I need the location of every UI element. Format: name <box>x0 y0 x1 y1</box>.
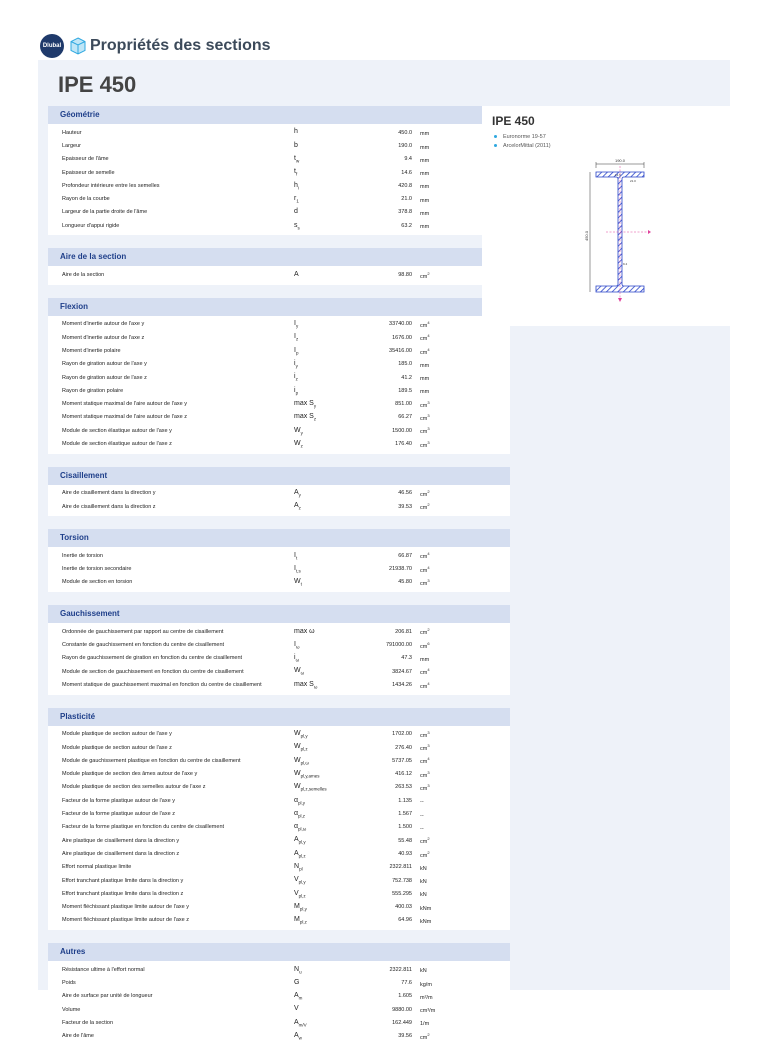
property-label: Effort tranchant plastique limite dans la direction z <box>62 890 184 897</box>
property-value: 77.6 <box>401 980 412 986</box>
property-row <box>48 397 510 410</box>
section-body <box>48 316 510 454</box>
property-row <box>48 638 510 651</box>
property-symbol: $V_{pl,y}$ <box>294 876 306 885</box>
section-2 <box>48 298 510 454</box>
property-unit: mm <box>420 375 430 382</box>
property-symbol: $W_{pl,z}$ <box>294 743 308 752</box>
property-unit: $cm^3$ <box>420 426 430 436</box>
bullet-icon <box>494 135 497 138</box>
property-symbol: $I_t$ <box>294 551 298 561</box>
property-unit: $cm^3$ <box>420 783 430 792</box>
property-label: Moment d'inertie autour de l'axe y <box>62 321 145 328</box>
property-unit: $cm^4$ <box>420 756 430 766</box>
property-symbol: $W_\omega$ <box>294 667 305 676</box>
property-unit: $cm^2$ <box>420 849 430 859</box>
dim-radius: 21.0 <box>630 179 636 183</box>
property-unit: mm <box>420 144 430 151</box>
property-value: 378.8 <box>398 209 412 216</box>
property-label: Aire de surface par unité de longueur <box>62 993 153 1000</box>
property-label: Moment fléchissant plastique limite autour de l'axe z <box>62 917 190 924</box>
app-title: Propriétés des sections <box>90 37 271 54</box>
property-value: 5737.05 <box>392 757 412 764</box>
property-row <box>48 768 510 781</box>
property-row <box>48 652 510 665</box>
section-body <box>48 726 510 930</box>
property-unit: mm <box>420 656 430 663</box>
property-label: Module plastique de section autour de l'axe y <box>62 731 172 738</box>
bullet-icon <box>494 144 497 147</box>
property-value: 40.93 <box>398 850 412 857</box>
logo-text: Dlubal <box>42 43 62 49</box>
property-value: 66.87 <box>398 552 412 559</box>
property-label: Épaisseur de l'âme <box>62 156 109 163</box>
property-unit: $cm^4$ <box>420 333 430 343</box>
property-label: Moment statique maximal de l'aire autour de l'axe z <box>62 414 187 421</box>
property-unit: mm <box>420 224 430 231</box>
property-row <box>48 678 510 691</box>
property-value: 189.5 <box>398 387 412 394</box>
property-symbol: $\alpha_{pl,z}$ <box>294 809 306 819</box>
standard-item[interactable]: ArcelorMittal (2011) <box>494 141 551 150</box>
property-unit: kN <box>420 892 427 899</box>
property-unit: $cm^3$ <box>420 439 430 449</box>
property-value: 851.00 <box>395 401 412 408</box>
property-symbol: $A_w$ <box>294 1032 302 1041</box>
cube-icon <box>70 37 86 55</box>
property-label: Facteur de la forme plastique autour de l'axe y <box>62 797 175 804</box>
property-row <box>48 807 510 820</box>
property-row <box>48 126 510 139</box>
property-label: Module de gauchissement plastique en fonction du centre de cisaillement <box>62 757 241 764</box>
property-symbol: $t_w$ <box>294 155 300 164</box>
property-label: Moment fléchissant plastique limite autour de l'axe y <box>62 904 190 911</box>
property-unit: -- <box>420 812 424 819</box>
property-unit: $cm^4$ <box>420 667 430 677</box>
dim-web: 9.4 <box>623 262 628 266</box>
property-symbol: $V_{pl,z}$ <box>294 889 306 899</box>
property-label: Résistance ultime à l'effort normal <box>62 966 145 973</box>
section-1 <box>48 248 510 284</box>
section-header[interactable]: Torsion <box>48 529 510 547</box>
property-value: 263.53 <box>395 784 412 791</box>
property-symbol: $M_{pl,z}$ <box>294 916 307 925</box>
property-unit: $cm^3$ <box>420 399 430 409</box>
property-value: 162.449 <box>392 1019 412 1026</box>
property-unit: $cm^2$ <box>420 627 430 637</box>
property-unit: mm <box>420 389 430 396</box>
property-symbol: A <box>294 270 299 278</box>
property-label: Hauteur <box>62 129 82 136</box>
ibeam-drawing <box>582 146 692 316</box>
property-symbol: $A_y$ <box>294 489 301 498</box>
property-symbol: $N_{pl}$ <box>294 863 303 872</box>
dim-flange: 14.6 <box>615 173 621 177</box>
property-unit: kg/m <box>420 981 432 988</box>
property-label: Largeur de la partie droite de l'âme <box>62 209 148 216</box>
property-value: 21.0 <box>401 196 412 203</box>
property-value: 39.53 <box>398 503 412 510</box>
property-label: Constante de gauchissement en fonction du centre de cisaillement <box>62 642 225 649</box>
property-label: Effort normal plastique limite <box>62 864 132 871</box>
property-label: Aire de l'âme <box>62 1033 94 1040</box>
property-unit: $cm^3$ <box>420 743 430 752</box>
property-unit: $cm^3$ <box>420 578 430 587</box>
property-value: 1.500 <box>398 824 412 831</box>
property-symbol: $s_s$ <box>294 221 300 230</box>
property-value: 450.0 <box>398 129 412 136</box>
property-label: Poids <box>62 980 76 986</box>
property-symbol: $i_\omega$ <box>294 654 300 663</box>
standard-item[interactable]: Euronorme 19-57 <box>494 132 551 141</box>
section-header[interactable]: Flexion <box>48 298 510 316</box>
property-unit: $cm^2$ <box>420 488 430 498</box>
property-symbol: $A_m$ <box>294 992 303 1001</box>
property-unit: mm <box>420 170 430 177</box>
property-value: 416.12 <box>395 771 412 778</box>
property-value: 64.96 <box>398 917 412 924</box>
property-label: Volume <box>62 1006 81 1013</box>
section-3 <box>48 467 510 517</box>
property-symbol: $I_p$ <box>294 346 299 356</box>
property-value: 98.80 <box>398 272 412 279</box>
property-unit: kNm <box>420 905 432 912</box>
property-row <box>48 754 510 767</box>
property-symbol: d <box>294 208 298 216</box>
property-row <box>48 500 510 513</box>
property-label: Facteur de la forme plastique autour de l'axe z <box>62 811 175 818</box>
property-row <box>48 821 510 834</box>
property-symbol: $t_f$ <box>294 168 298 177</box>
property-row <box>48 153 510 166</box>
property-symbol: max ω <box>294 627 315 635</box>
property-unit: kNm <box>420 918 432 925</box>
property-unit: $cm^4$ <box>420 346 430 356</box>
property-unit: $cm^3$ <box>420 769 430 779</box>
property-label: Inertie de torsion secondaire <box>62 566 132 573</box>
property-row <box>48 206 510 219</box>
property-value: 1434.26 <box>392 681 412 688</box>
property-symbol: $\max S_z$ <box>294 413 317 422</box>
property-symbol: h <box>294 128 298 136</box>
property-unit: mm <box>420 157 430 164</box>
property-symbol: $\alpha_{pl,\omega}$ <box>294 823 307 832</box>
property-symbol: $A_z$ <box>294 502 301 511</box>
property-unit: mm <box>420 197 430 204</box>
property-label: Aire de cisaillement dans la direction z <box>62 503 156 510</box>
property-unit: $cm^3$ <box>420 729 430 739</box>
property-unit: $cm^4$ <box>420 319 430 329</box>
property-label: Rayon de la courbe <box>62 196 110 203</box>
property-row <box>48 887 510 900</box>
property-row <box>48 219 510 232</box>
property-row <box>48 990 510 1003</box>
property-unit: $cm^4$ <box>420 551 430 561</box>
property-row <box>48 358 510 371</box>
dim-width: 190.0 <box>614 158 626 163</box>
property-row <box>48 179 510 192</box>
property-label: Facteur de la forme plastique en fonction du centre de cisaillement <box>62 824 225 831</box>
property-unit: $cm^2$ <box>420 836 430 846</box>
properties-table <box>48 106 510 1059</box>
property-row <box>48 268 510 281</box>
property-value: 1500.00 <box>392 427 412 434</box>
property-symbol: $W_{pl,\omega}$ <box>294 756 309 766</box>
property-row <box>48 1003 510 1016</box>
section-body <box>48 266 510 284</box>
property-row <box>48 781 510 794</box>
property-label: Module plastique de section des semelles autour de l'axe z <box>62 784 206 791</box>
property-label: Facteur de la section <box>62 1019 114 1026</box>
property-label: Module de section en torsion <box>62 579 133 586</box>
property-symbol: $W_z$ <box>294 439 303 449</box>
property-value: 176.40 <box>395 440 412 447</box>
property-value: 400.03 <box>395 904 412 911</box>
section-header[interactable]: Géométrie <box>48 106 510 124</box>
property-symbol: $\max S_\omega$ <box>294 680 318 690</box>
property-symbol: $I_y$ <box>294 320 299 329</box>
property-symbol: $W_t$ <box>294 578 302 587</box>
property-unit: -- <box>420 799 424 806</box>
property-value: 9.4 <box>404 156 412 163</box>
property-symbol: $W_{pl,y,ames}$ <box>294 769 320 779</box>
property-label: Moment d'inertie autour de l'axe z <box>62 334 145 341</box>
property-symbol: V <box>294 1005 299 1013</box>
property-row <box>48 411 510 424</box>
property-symbol: $A_{m/V}$ <box>294 1018 307 1028</box>
property-value: 2322.811 <box>389 966 412 973</box>
section-body <box>48 961 510 1046</box>
property-symbol: $I_z$ <box>294 333 299 342</box>
property-label: Module de section de gauchissement en fonction du centre de cisaillement <box>62 668 244 675</box>
property-row <box>48 900 510 913</box>
property-row <box>48 371 510 384</box>
page-title: IPE 450 <box>58 72 137 97</box>
property-row <box>48 914 510 927</box>
property-symbol: $W_{pl,y}$ <box>294 730 308 739</box>
property-row <box>48 487 510 500</box>
main-panel <box>38 60 730 1041</box>
property-label: Aire de la section <box>62 272 105 279</box>
property-row <box>48 166 510 179</box>
property-row <box>48 794 510 807</box>
property-row <box>48 437 510 450</box>
property-label: Moment statique de gauchissement maximal en fonction du centre de cisaillement <box>62 681 262 688</box>
section-body <box>48 124 510 235</box>
property-symbol: $i_p$ <box>294 386 299 395</box>
property-symbol: G <box>294 978 300 986</box>
section-body <box>48 623 510 694</box>
property-label: Aire plastique de cisaillement dans la direction z <box>62 850 180 857</box>
property-row <box>48 318 510 331</box>
property-unit: $cm^4$ <box>420 564 430 574</box>
property-symbol: $\alpha_{pl,y}$ <box>294 796 306 805</box>
property-symbol: $i_z$ <box>294 373 298 382</box>
property-label: Largeur <box>62 142 81 149</box>
property-label: Rayon de giration polaire <box>62 387 124 394</box>
property-value: 185.0 <box>398 361 412 368</box>
property-value: 46.56 <box>398 490 412 497</box>
property-unit: mm <box>420 210 430 217</box>
property-symbol: $r_1$ <box>294 194 299 204</box>
property-label: Épaisseur de semelle <box>62 169 115 176</box>
section-body <box>48 547 510 592</box>
property-row <box>48 976 510 989</box>
property-label: Moment statique maximal de l'aire autour de l'axe y <box>62 401 187 408</box>
property-row <box>48 861 510 874</box>
property-symbol: $W_y$ <box>294 426 303 435</box>
property-unit: $cm^2$ <box>420 270 430 280</box>
preview-title: IPE 450 <box>492 114 535 128</box>
property-label: Aire de cisaillement dans la direction y <box>62 490 156 497</box>
property-row <box>48 331 510 344</box>
section-body <box>48 485 510 517</box>
property-symbol: $h_i$ <box>294 181 299 191</box>
property-unit: kN <box>420 878 427 885</box>
property-row <box>48 384 510 397</box>
property-label: Ordonnée de gauchissement par rapport au centre de cisaillement <box>62 628 224 635</box>
property-value: 9880.00 <box>392 1006 412 1013</box>
standard-list <box>494 132 551 150</box>
property-symbol: $I_\omega$ <box>294 640 300 650</box>
property-row <box>48 874 510 887</box>
dim-height: 450.0 <box>584 230 589 242</box>
property-value: 1676.00 <box>392 334 412 341</box>
property-unit: cm³/m <box>420 1008 436 1015</box>
property-value: 555.295 <box>392 890 412 897</box>
property-value: 752.738 <box>392 877 412 884</box>
property-value: 21938.70 <box>389 566 412 573</box>
property-label: Rayon de giration autour de l'axe y <box>62 361 147 368</box>
property-value: 1.135 <box>398 797 412 804</box>
property-row <box>48 344 510 357</box>
section-header[interactable]: Autres <box>48 943 510 961</box>
section-header[interactable]: Plasticité <box>48 708 510 726</box>
property-unit: kN <box>420 865 427 872</box>
property-label: Rayon de gauchissement de giration en fonction du centre de cisaillement <box>62 655 243 662</box>
property-value: 14.6 <box>401 169 412 176</box>
property-value: 1.567 <box>398 811 412 818</box>
property-value: 276.40 <box>395 744 412 751</box>
section-7 <box>48 943 510 1046</box>
property-unit: 1/m <box>420 1021 430 1028</box>
property-value: 45.80 <box>398 579 412 586</box>
property-label: Aire plastique de cisaillement dans la direction y <box>62 837 180 844</box>
property-unit: mm <box>420 184 430 191</box>
property-value: 55.48 <box>398 837 412 844</box>
property-value: 2322.811 <box>389 864 412 871</box>
property-unit: -- <box>420 825 424 832</box>
property-value: 47.3 <box>401 655 412 662</box>
property-unit: m²/m <box>420 994 433 1001</box>
property-row <box>48 1016 510 1029</box>
property-row <box>48 192 510 205</box>
property-value: 63.2 <box>401 222 412 229</box>
property-unit: $cm^4$ <box>420 680 430 690</box>
property-symbol: $I_{t,s}$ <box>294 564 301 574</box>
property-symbol: $W_{pl,z,semelles}$ <box>294 783 327 792</box>
property-unit: mm <box>420 362 430 369</box>
property-label: Module de section élastique autour de l'axe z <box>62 440 172 447</box>
property-value: 791000.00 <box>386 642 412 649</box>
property-value: 1.605 <box>398 993 412 1000</box>
property-row <box>48 665 510 678</box>
property-symbol: b <box>294 141 298 149</box>
property-row <box>48 576 510 589</box>
property-row <box>48 424 510 437</box>
property-unit: kN <box>420 968 427 975</box>
property-row <box>48 847 510 860</box>
property-unit: $cm^2$ <box>420 502 430 511</box>
section-6 <box>48 708 510 930</box>
property-row <box>48 563 510 576</box>
property-row <box>48 834 510 847</box>
property-symbol: $\max S_y$ <box>294 399 317 409</box>
property-value: 39.56 <box>398 1033 412 1040</box>
property-label: Effort tranchant plastique limite dans la direction y <box>62 877 184 884</box>
property-value: 1702.00 <box>392 731 412 738</box>
property-value: 420.8 <box>398 182 412 189</box>
property-label: Rayon de giration autour de l'axe z <box>62 374 147 381</box>
property-symbol: $A_{pl,z}$ <box>294 849 306 859</box>
property-unit: $cm^6$ <box>420 640 430 650</box>
property-row <box>48 741 510 754</box>
property-unit: mm <box>420 131 430 138</box>
section-0 <box>48 106 510 235</box>
property-symbol: $i_y$ <box>294 360 298 369</box>
property-row <box>48 728 510 741</box>
property-label: Moment d'inertie polaire <box>62 347 121 354</box>
property-value: 190.0 <box>398 142 412 149</box>
property-row <box>48 963 510 976</box>
property-value: 35416.00 <box>389 347 412 354</box>
section-5 <box>48 605 510 694</box>
property-label: Inertie de torsion <box>62 552 103 559</box>
property-value: 206.81 <box>395 628 412 635</box>
section-header[interactable]: Cisaillement <box>48 467 510 485</box>
property-row <box>48 625 510 638</box>
property-symbol: $N_u$ <box>294 965 302 974</box>
property-symbol: $M_{pl,y}$ <box>294 902 307 912</box>
property-label: Module plastique de section autour de l'axe z <box>62 744 172 751</box>
section-header[interactable]: Aire de la section <box>48 248 510 266</box>
section-header[interactable]: Gauchissement <box>48 605 510 623</box>
property-label: Profondeur intérieure entre les semelles <box>62 182 160 189</box>
property-value: 33740.00 <box>389 321 412 328</box>
property-row <box>48 1030 510 1043</box>
property-value: 66.27 <box>398 414 412 421</box>
property-value: 41.2 <box>401 374 412 381</box>
section-preview-card <box>482 106 730 326</box>
property-row <box>48 139 510 152</box>
section-4 <box>48 529 510 592</box>
property-value: 3824.67 <box>392 668 412 675</box>
property-label: Module plastique de section des âmes autour de l'axe y <box>62 771 198 778</box>
property-label: Longueur d'appui rigide <box>62 222 120 229</box>
property-row <box>48 549 510 562</box>
property-unit: $cm^3$ <box>420 412 430 422</box>
property-unit: $cm^2$ <box>420 1031 430 1041</box>
dlubal-logo[interactable] <box>40 34 64 58</box>
header <box>40 32 271 60</box>
property-symbol: $A_{pl,y}$ <box>294 836 306 845</box>
property-label: Module de section élastique autour de l'axe y <box>62 427 172 434</box>
